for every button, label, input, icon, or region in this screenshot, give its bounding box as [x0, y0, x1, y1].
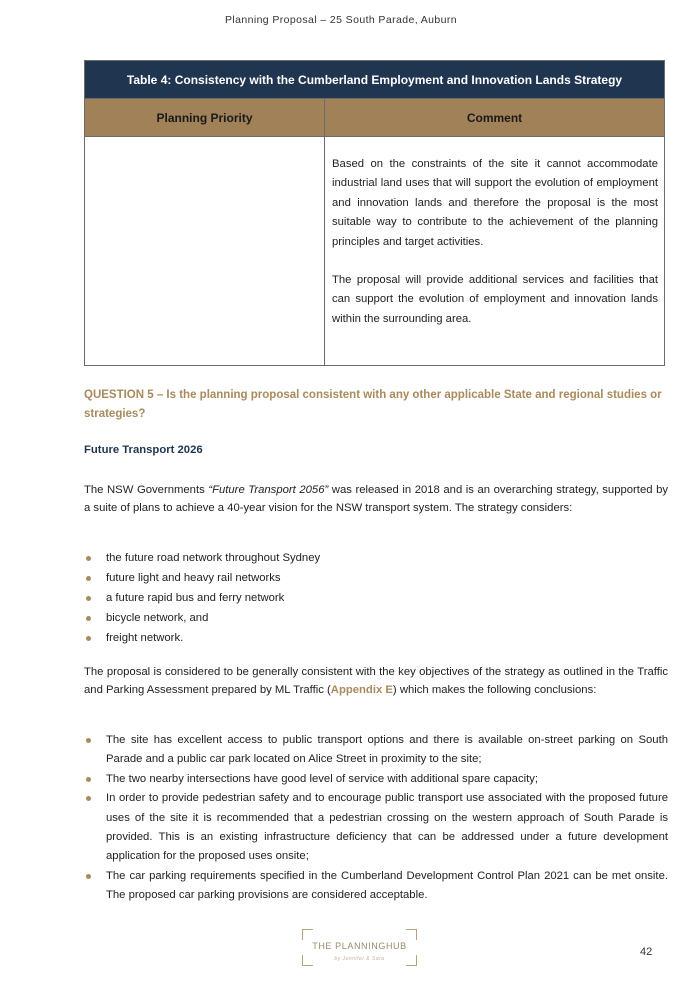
- appendix-e-reference[interactable]: Appendix E: [330, 683, 393, 696]
- conclusions-list: [84, 731, 668, 906]
- list-item: The site has excellent access to public transport options and there is available on-street parking on South Parade and a public car park located on Alice Street in proximity to the site;: [84, 731, 668, 770]
- list-item: the future road network throughout Sydney: [84, 548, 668, 568]
- list-item: The two nearby intersections have good level of service with additional spare capacity;: [84, 770, 668, 789]
- strategy-considers-list: [84, 548, 668, 648]
- strategy-title: “Future Transport 2056”: [208, 484, 329, 496]
- comment-paragraph-1: Based on the constraints of the site it cannot accommodate industrial land uses that will support the evolution of employment and innovation lands and therefore the proposal is the most suitable way to contribute to the achievement of the planning principles and target activities.: [332, 158, 658, 248]
- future-transport-intro: The NSW Governments “Future Transport 2056” was released in 2018 and is an overarching strategy, supported by a suite of plans to achieve a 40-year vision for the NSW transport system. The strategy considers:: [84, 484, 669, 514]
- list-item: The car parking requirements specified in the Cumberland Development Control Plan 2021 can be met onsite. The proposed car parking provisions are considered acceptable.: [84, 867, 668, 906]
- planning-priority-cell: [85, 137, 325, 366]
- list-item: freight network.: [84, 628, 668, 648]
- future-transport-heading: Future Transport 2026: [84, 444, 203, 456]
- list-item: a future rapid bus and ferry network: [84, 588, 668, 608]
- conclusion-paragraph: The proposal is considered to be generally consistent with the key objectives of the strategy as outlined in the Traffic and Parking Assessment prepared by ML Traffic (Appendix E) which makes the following conclusions:: [84, 666, 668, 696]
- page-header: Planning Proposal – 25 South Parade, Auburn: [224, 14, 458, 26]
- comment-paragraph-2: The proposal will provide additional services and facilities that can support the evolution of employment and innovation lands within the surrounding area.: [332, 274, 658, 325]
- logo-text: THE PLANNINGHUB: [312, 941, 407, 951]
- consistency-table: [84, 60, 665, 366]
- planning-hub-logo: [302, 929, 417, 966]
- list-item: In order to provide pedestrian safety and to encourage public transport use associated with the proposed future uses of the site it is recommended that a pedestrian crossing on the western approach of South Parade is provided. This is an existing infrastructure deficiency that can be addressed under a future development application for the proposed uses onsite;: [84, 789, 668, 867]
- table-row: [85, 137, 665, 366]
- column-header-planning-priority: Planning Priority: [85, 99, 325, 137]
- table-title: Table 4: Consistency with the Cumberland Employment and Innovation Lands Strategy: [85, 61, 665, 99]
- comment-cell: [325, 137, 665, 366]
- question-5-heading: QUESTION 5 – Is the planning proposal consistent with any other applicable State and regional studies or strategies?: [84, 389, 662, 420]
- page-number: 42: [640, 946, 653, 958]
- list-item: bicycle network, and: [84, 608, 668, 628]
- column-header-comment: Comment: [325, 99, 665, 137]
- logo-tagline: by Jennifer & Sara: [334, 956, 385, 962]
- list-item: future light and heavy rail networks: [84, 568, 668, 588]
